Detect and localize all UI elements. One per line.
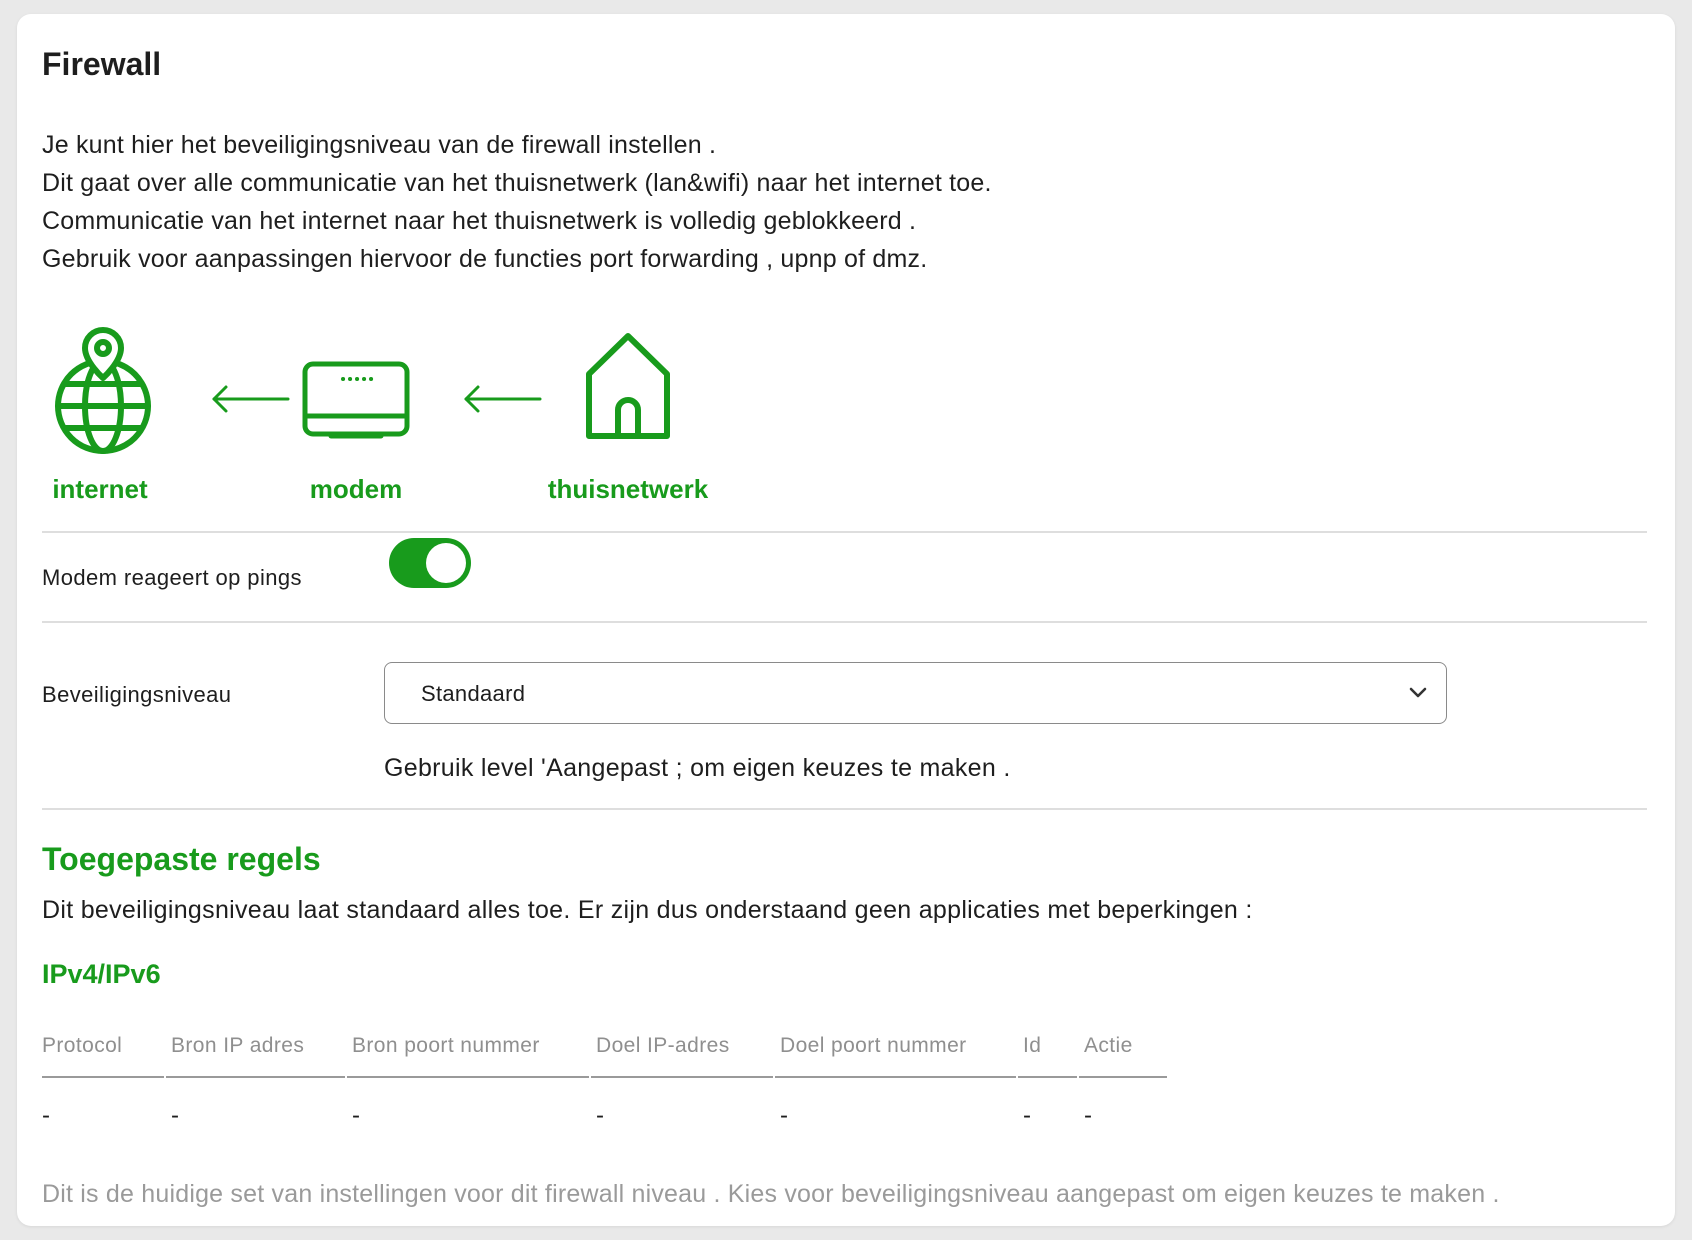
intro-line: Dit gaat over alle communicatie van het thuisnetwerk (lan&wifi) naar het internet toe. — [42, 169, 992, 197]
column-underline — [775, 1076, 1016, 1078]
intro-line: Je kunt hier het beveiligingsniveau van de firewall instellen . — [42, 131, 717, 159]
table-cell: - — [352, 1102, 360, 1129]
column-header-source-ip: Bron IP adres — [171, 1034, 305, 1057]
security-level-label: Beveiligingsniveau — [42, 682, 232, 707]
table-cell: - — [1023, 1102, 1031, 1129]
table-cell: - — [1084, 1102, 1092, 1129]
chevron-down-icon — [1408, 685, 1428, 701]
column-header-action: Actie — [1084, 1034, 1133, 1057]
column-header-dest-port: Doel poort nummer — [780, 1034, 967, 1057]
diagram-label-internet: internet — [52, 474, 148, 504]
ping-label: Modem reageert op pings — [42, 565, 302, 590]
divider — [42, 621, 1647, 623]
table-cell: - — [596, 1102, 604, 1129]
intro-line: Communicatie van het internet naar het thuisnetwerk is volledig geblokkeerd . — [42, 207, 917, 235]
network-diagram — [42, 324, 762, 514]
intro-line: Gebruik voor aanpassingen hiervoor de functies port forwarding , upnp of dmz. — [42, 245, 928, 273]
column-underline — [591, 1076, 773, 1078]
modem-icon — [301, 324, 411, 456]
rules-title: Toegepaste regels — [42, 841, 321, 877]
security-level-select[interactable] — [384, 662, 1447, 724]
rules-subtitle: IPv4/IPv6 — [42, 959, 161, 989]
diagram-label-thuisnetwerk: thuisnetwerk — [547, 474, 709, 504]
column-underline — [1079, 1076, 1167, 1078]
column-underline — [1018, 1076, 1077, 1078]
rules-footer-note: Dit is de huidige set van instellingen voor dit firewall niveau . Kies voor beveiligingsniveau aangepast om eigen keuzes te maken . — [42, 1180, 1500, 1208]
column-underline — [166, 1076, 345, 1078]
firewall-card — [17, 14, 1675, 1226]
column-header-dest-ip: Doel IP-adres — [596, 1034, 730, 1057]
table-cell: - — [42, 1102, 50, 1129]
diagram-node-thuisnetwerk — [528, 324, 728, 505]
column-underline — [42, 1076, 164, 1078]
security-level-value: Standaard — [421, 681, 526, 706]
toggle-knob — [426, 543, 466, 583]
security-level-hint: Gebruik level 'Aangepast ; om eigen keuzes te maken . — [384, 754, 1011, 782]
ping-toggle[interactable] — [389, 538, 471, 588]
table-cell: - — [780, 1102, 788, 1129]
intro-text — [42, 126, 992, 278]
column-underline — [347, 1076, 589, 1078]
rules-description: Dit beveiligingsniveau laat standaard alles toe. Er zijn dus onderstaand geen applicaties met beperkingen : — [42, 896, 1253, 924]
globe-location-icon — [45, 324, 155, 456]
column-header-source-port: Bron poort nummer — [352, 1034, 540, 1057]
divider — [42, 808, 1647, 810]
diagram-label-modem: modem — [309, 474, 403, 504]
house-icon — [573, 324, 683, 456]
diagram-node-modem — [256, 324, 456, 505]
column-header-id: Id — [1023, 1034, 1042, 1057]
diagram-node-internet — [0, 324, 200, 505]
page-title: Firewall — [42, 46, 162, 82]
table-cell: - — [171, 1102, 179, 1129]
divider — [42, 531, 1647, 533]
column-header-protocol: Protocol — [42, 1034, 123, 1057]
